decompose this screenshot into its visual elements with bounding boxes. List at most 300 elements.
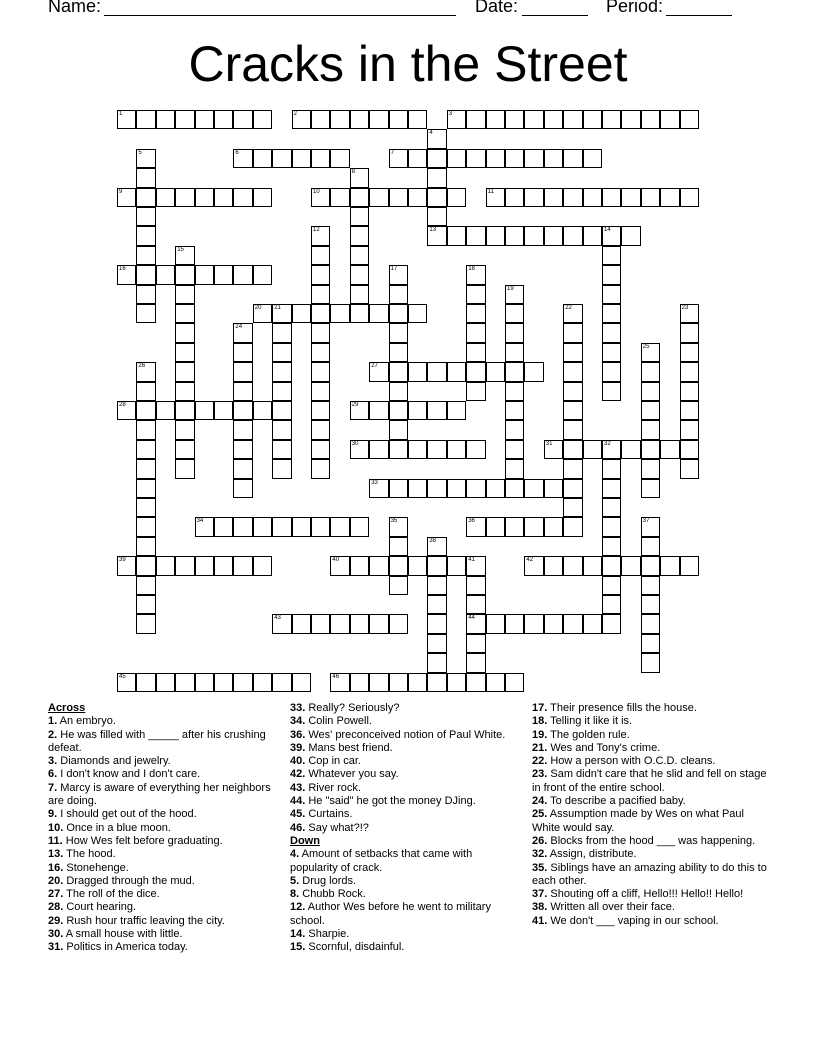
grid-cell[interactable] — [602, 323, 621, 342]
grid-cell[interactable] — [330, 673, 349, 692]
grid-cell[interactable] — [311, 362, 330, 381]
grid-cell[interactable] — [680, 188, 699, 207]
grid-cell[interactable] — [486, 479, 505, 498]
grid-cell[interactable] — [117, 556, 136, 575]
grid-cell[interactable] — [641, 110, 660, 129]
grid-cell[interactable] — [602, 343, 621, 362]
grid-cell[interactable] — [641, 556, 660, 575]
grid-cell[interactable] — [621, 440, 640, 459]
grid-cell[interactable] — [350, 517, 369, 536]
grid-cell[interactable] — [272, 420, 291, 439]
grid-cell[interactable] — [466, 634, 485, 653]
grid-cell[interactable] — [602, 576, 621, 595]
grid-cell[interactable] — [350, 265, 369, 284]
grid-cell[interactable] — [350, 285, 369, 304]
grid-cell[interactable] — [136, 673, 155, 692]
grid-cell[interactable] — [466, 285, 485, 304]
grid-cell[interactable] — [466, 595, 485, 614]
grid-cell[interactable] — [175, 440, 194, 459]
grid-cell[interactable] — [311, 285, 330, 304]
grid-cell[interactable] — [330, 188, 349, 207]
grid-cell[interactable] — [641, 653, 660, 672]
grid-cell[interactable] — [136, 382, 155, 401]
grid-cell[interactable] — [330, 556, 349, 575]
grid-cell[interactable] — [427, 168, 446, 187]
grid-cell[interactable] — [563, 304, 582, 323]
grid-cell[interactable] — [175, 401, 194, 420]
grid-cell[interactable] — [214, 265, 233, 284]
grid-cell[interactable] — [272, 304, 291, 323]
grid-cell[interactable] — [505, 323, 524, 342]
grid-cell[interactable] — [447, 226, 466, 245]
grid-cell[interactable] — [602, 614, 621, 633]
grid-cell[interactable] — [408, 304, 427, 323]
grid-cell[interactable] — [621, 188, 640, 207]
grid-cell[interactable] — [602, 479, 621, 498]
grid-cell[interactable] — [466, 362, 485, 381]
grid-cell[interactable] — [486, 226, 505, 245]
grid-cell[interactable] — [466, 265, 485, 284]
grid-cell[interactable] — [233, 459, 252, 478]
grid-cell[interactable] — [544, 149, 563, 168]
grid-cell[interactable] — [447, 362, 466, 381]
grid-cell[interactable] — [292, 110, 311, 129]
grid-cell[interactable] — [408, 149, 427, 168]
grid-cell[interactable] — [214, 110, 233, 129]
grid-cell[interactable] — [602, 226, 621, 245]
grid-cell[interactable] — [602, 110, 621, 129]
grid-cell[interactable] — [136, 401, 155, 420]
grid-cell[interactable] — [466, 440, 485, 459]
grid-cell[interactable] — [505, 285, 524, 304]
grid-cell[interactable] — [214, 517, 233, 536]
grid-cell[interactable] — [680, 110, 699, 129]
grid-cell[interactable] — [195, 110, 214, 129]
grid-cell[interactable] — [641, 576, 660, 595]
grid-cell[interactable] — [427, 440, 446, 459]
grid-cell[interactable] — [641, 343, 660, 362]
grid-cell[interactable] — [292, 149, 311, 168]
grid-cell[interactable] — [311, 188, 330, 207]
grid-cell[interactable] — [524, 479, 543, 498]
grid-cell[interactable] — [563, 498, 582, 517]
grid-cell[interactable] — [641, 440, 660, 459]
grid-cell[interactable] — [466, 673, 485, 692]
grid-cell[interactable] — [466, 556, 485, 575]
grid-cell[interactable] — [253, 149, 272, 168]
grid-cell[interactable] — [408, 479, 427, 498]
grid-cell[interactable] — [389, 149, 408, 168]
grid-cell[interactable] — [602, 362, 621, 381]
grid-cell[interactable] — [272, 149, 291, 168]
grid-cell[interactable] — [292, 673, 311, 692]
grid-cell[interactable] — [602, 517, 621, 536]
grid-cell[interactable] — [117, 265, 136, 284]
grid-cell[interactable] — [136, 459, 155, 478]
grid-cell[interactable] — [602, 304, 621, 323]
grid-cell[interactable] — [602, 188, 621, 207]
grid-cell[interactable] — [253, 304, 272, 323]
grid-cell[interactable] — [583, 149, 602, 168]
grid-cell[interactable] — [233, 517, 252, 536]
grid-cell[interactable] — [214, 556, 233, 575]
grid-cell[interactable] — [427, 634, 446, 653]
grid-cell[interactable] — [563, 614, 582, 633]
grid-cell[interactable] — [486, 110, 505, 129]
grid-cell[interactable] — [175, 362, 194, 381]
grid-cell[interactable] — [544, 614, 563, 633]
grid-cell[interactable] — [253, 556, 272, 575]
grid-cell[interactable] — [175, 343, 194, 362]
grid-cell[interactable] — [563, 110, 582, 129]
grid-cell[interactable] — [427, 207, 446, 226]
grid-cell[interactable] — [311, 459, 330, 478]
grid-cell[interactable] — [233, 382, 252, 401]
grid-cell[interactable] — [505, 440, 524, 459]
grid-cell[interactable] — [136, 614, 155, 633]
grid-cell[interactable] — [641, 537, 660, 556]
grid-cell[interactable] — [505, 226, 524, 245]
grid-cell[interactable] — [427, 226, 446, 245]
grid-cell[interactable] — [602, 265, 621, 284]
grid-cell[interactable] — [311, 226, 330, 245]
grid-cell[interactable] — [641, 459, 660, 478]
grid-cell[interactable] — [602, 285, 621, 304]
grid-cell[interactable] — [233, 323, 252, 342]
grid-cell[interactable] — [447, 188, 466, 207]
grid-cell[interactable] — [350, 614, 369, 633]
grid-cell[interactable] — [311, 149, 330, 168]
grid-cell[interactable] — [486, 614, 505, 633]
grid-cell[interactable] — [602, 595, 621, 614]
grid-cell[interactable] — [175, 110, 194, 129]
grid-cell[interactable] — [311, 265, 330, 284]
grid-cell[interactable] — [136, 304, 155, 323]
grid-cell[interactable] — [680, 304, 699, 323]
grid-cell[interactable] — [156, 401, 175, 420]
grid-cell[interactable] — [621, 226, 640, 245]
grid-cell[interactable] — [272, 323, 291, 342]
grid-cell[interactable] — [583, 440, 602, 459]
grid-cell[interactable] — [466, 517, 485, 536]
grid-cell[interactable] — [311, 420, 330, 439]
grid-cell[interactable] — [272, 401, 291, 420]
grid-cell[interactable] — [389, 479, 408, 498]
grid-cell[interactable] — [544, 556, 563, 575]
grid-cell[interactable] — [389, 110, 408, 129]
grid-cell[interactable] — [505, 614, 524, 633]
grid-cell[interactable] — [544, 110, 563, 129]
grid-cell[interactable] — [214, 188, 233, 207]
grid-cell[interactable] — [117, 188, 136, 207]
grid-cell[interactable] — [136, 556, 155, 575]
grid-cell[interactable] — [641, 382, 660, 401]
grid-cell[interactable] — [233, 362, 252, 381]
grid-cell[interactable] — [524, 614, 543, 633]
grid-cell[interactable] — [389, 265, 408, 284]
grid-cell[interactable] — [175, 265, 194, 284]
grid-cell[interactable] — [233, 479, 252, 498]
grid-cell[interactable] — [369, 401, 388, 420]
grid-cell[interactable] — [505, 479, 524, 498]
grid-cell[interactable] — [447, 110, 466, 129]
grid-cell[interactable] — [680, 323, 699, 342]
grid-cell[interactable] — [195, 556, 214, 575]
grid-cell[interactable] — [447, 440, 466, 459]
grid-cell[interactable] — [505, 362, 524, 381]
grid-cell[interactable] — [427, 556, 446, 575]
grid-cell[interactable] — [427, 576, 446, 595]
grid-cell[interactable] — [389, 576, 408, 595]
grid-cell[interactable] — [621, 556, 640, 575]
grid-cell[interactable] — [427, 673, 446, 692]
grid-cell[interactable] — [156, 265, 175, 284]
grid-cell[interactable] — [272, 382, 291, 401]
grid-cell[interactable] — [253, 401, 272, 420]
grid-cell[interactable] — [175, 188, 194, 207]
grid-cell[interactable] — [272, 459, 291, 478]
grid-cell[interactable] — [195, 517, 214, 536]
grid-cell[interactable] — [524, 149, 543, 168]
grid-cell[interactable] — [389, 343, 408, 362]
grid-cell[interactable] — [563, 459, 582, 478]
grid-cell[interactable] — [175, 459, 194, 478]
grid-cell[interactable] — [641, 595, 660, 614]
grid-cell[interactable] — [621, 110, 640, 129]
grid-cell[interactable] — [311, 246, 330, 265]
grid-cell[interactable] — [680, 343, 699, 362]
grid-cell[interactable] — [427, 188, 446, 207]
grid-cell[interactable] — [311, 401, 330, 420]
grid-cell[interactable] — [563, 188, 582, 207]
grid-cell[interactable] — [136, 576, 155, 595]
grid-cell[interactable] — [466, 653, 485, 672]
grid-cell[interactable] — [641, 634, 660, 653]
grid-cell[interactable] — [660, 556, 679, 575]
grid-cell[interactable] — [641, 420, 660, 439]
grid-cell[interactable] — [641, 614, 660, 633]
grid-cell[interactable] — [136, 168, 155, 187]
grid-cell[interactable] — [253, 673, 272, 692]
grid-cell[interactable] — [524, 226, 543, 245]
grid-cell[interactable] — [311, 304, 330, 323]
grid-cell[interactable] — [330, 149, 349, 168]
grid-cell[interactable] — [389, 517, 408, 536]
grid-cell[interactable] — [233, 556, 252, 575]
grid-cell[interactable] — [408, 110, 427, 129]
grid-cell[interactable] — [272, 673, 291, 692]
grid-cell[interactable] — [233, 110, 252, 129]
grid-cell[interactable] — [505, 110, 524, 129]
grid-cell[interactable] — [233, 420, 252, 439]
grid-cell[interactable] — [583, 226, 602, 245]
grid-cell[interactable] — [505, 188, 524, 207]
grid-cell[interactable] — [136, 440, 155, 459]
grid-cell[interactable] — [195, 401, 214, 420]
grid-cell[interactable] — [602, 537, 621, 556]
grid-cell[interactable] — [272, 614, 291, 633]
grid-cell[interactable] — [156, 556, 175, 575]
grid-cell[interactable] — [466, 614, 485, 633]
grid-cell[interactable] — [505, 673, 524, 692]
grid-cell[interactable] — [563, 323, 582, 342]
grid-cell[interactable] — [466, 382, 485, 401]
grid-cell[interactable] — [350, 168, 369, 187]
grid-cell[interactable] — [253, 110, 272, 129]
grid-cell[interactable] — [117, 401, 136, 420]
grid-cell[interactable] — [486, 517, 505, 536]
grid-cell[interactable] — [680, 362, 699, 381]
grid-cell[interactable] — [350, 673, 369, 692]
grid-cell[interactable] — [602, 440, 621, 459]
grid-cell[interactable] — [524, 362, 543, 381]
grid-cell[interactable] — [524, 556, 543, 575]
grid-cell[interactable] — [680, 420, 699, 439]
grid-cell[interactable] — [427, 614, 446, 633]
grid-cell[interactable] — [136, 207, 155, 226]
grid-cell[interactable] — [447, 673, 466, 692]
grid-cell[interactable] — [583, 614, 602, 633]
grid-cell[interactable] — [330, 110, 349, 129]
grid-cell[interactable] — [466, 343, 485, 362]
grid-cell[interactable] — [660, 440, 679, 459]
grid-cell[interactable] — [214, 673, 233, 692]
grid-cell[interactable] — [583, 188, 602, 207]
grid-cell[interactable] — [330, 517, 349, 536]
grid-cell[interactable] — [427, 149, 446, 168]
grid-cell[interactable] — [505, 420, 524, 439]
grid-cell[interactable] — [330, 304, 349, 323]
grid-cell[interactable] — [175, 246, 194, 265]
grid-cell[interactable] — [563, 556, 582, 575]
grid-cell[interactable] — [408, 673, 427, 692]
grid-cell[interactable] — [350, 304, 369, 323]
grid-cell[interactable] — [408, 188, 427, 207]
grid-cell[interactable] — [505, 382, 524, 401]
grid-cell[interactable] — [136, 498, 155, 517]
grid-cell[interactable] — [195, 265, 214, 284]
grid-cell[interactable] — [175, 382, 194, 401]
grid-cell[interactable] — [505, 149, 524, 168]
grid-cell[interactable] — [136, 149, 155, 168]
grid-cell[interactable] — [117, 673, 136, 692]
grid-cell[interactable] — [680, 440, 699, 459]
grid-cell[interactable] — [389, 614, 408, 633]
grid-cell[interactable] — [311, 323, 330, 342]
grid-cell[interactable] — [563, 479, 582, 498]
grid-cell[interactable] — [330, 614, 349, 633]
grid-cell[interactable] — [486, 362, 505, 381]
grid-cell[interactable] — [136, 420, 155, 439]
grid-cell[interactable] — [136, 517, 155, 536]
grid-cell[interactable] — [272, 343, 291, 362]
grid-cell[interactable] — [350, 401, 369, 420]
grid-cell[interactable] — [389, 285, 408, 304]
grid-cell[interactable] — [389, 401, 408, 420]
grid-cell[interactable] — [311, 517, 330, 536]
grid-cell[interactable] — [447, 479, 466, 498]
grid-cell[interactable] — [136, 285, 155, 304]
grid-cell[interactable] — [602, 382, 621, 401]
grid-cell[interactable] — [233, 673, 252, 692]
grid-cell[interactable] — [427, 537, 446, 556]
grid-cell[interactable] — [350, 110, 369, 129]
grid-cell[interactable] — [660, 110, 679, 129]
grid-cell[interactable] — [408, 440, 427, 459]
grid-cell[interactable] — [447, 401, 466, 420]
grid-cell[interactable] — [253, 517, 272, 536]
grid-cell[interactable] — [447, 556, 466, 575]
grid-cell[interactable] — [408, 401, 427, 420]
grid-cell[interactable] — [641, 517, 660, 536]
grid-cell[interactable] — [505, 517, 524, 536]
grid-cell[interactable] — [524, 188, 543, 207]
grid-cell[interactable] — [195, 673, 214, 692]
grid-cell[interactable] — [175, 556, 194, 575]
grid-cell[interactable] — [563, 149, 582, 168]
grid-cell[interactable] — [136, 110, 155, 129]
grid-cell[interactable] — [136, 537, 155, 556]
grid-cell[interactable] — [641, 479, 660, 498]
grid-cell[interactable] — [680, 556, 699, 575]
grid-cell[interactable] — [389, 323, 408, 342]
grid-cell[interactable] — [253, 265, 272, 284]
grid-cell[interactable] — [563, 382, 582, 401]
grid-cell[interactable] — [486, 673, 505, 692]
grid-cell[interactable] — [544, 517, 563, 536]
grid-cell[interactable] — [466, 479, 485, 498]
grid-cell[interactable] — [369, 673, 388, 692]
grid-cell[interactable] — [466, 323, 485, 342]
grid-cell[interactable] — [136, 246, 155, 265]
grid-cell[interactable] — [136, 188, 155, 207]
grid-cell[interactable] — [233, 343, 252, 362]
grid-cell[interactable] — [175, 304, 194, 323]
grid-cell[interactable] — [408, 362, 427, 381]
grid-cell[interactable] — [369, 479, 388, 498]
grid-cell[interactable] — [427, 362, 446, 381]
grid-cell[interactable] — [350, 207, 369, 226]
grid-cell[interactable] — [389, 382, 408, 401]
grid-cell[interactable] — [466, 149, 485, 168]
grid-cell[interactable] — [389, 440, 408, 459]
grid-cell[interactable] — [505, 343, 524, 362]
grid-cell[interactable] — [544, 226, 563, 245]
grid-cell[interactable] — [136, 265, 155, 284]
grid-cell[interactable] — [272, 517, 291, 536]
grid-cell[interactable] — [466, 226, 485, 245]
grid-cell[interactable] — [311, 343, 330, 362]
grid-cell[interactable] — [156, 110, 175, 129]
grid-cell[interactable] — [427, 479, 446, 498]
grid-cell[interactable] — [602, 459, 621, 478]
grid-cell[interactable] — [136, 226, 155, 245]
grid-cell[interactable] — [505, 304, 524, 323]
grid-cell[interactable] — [505, 401, 524, 420]
grid-cell[interactable] — [369, 304, 388, 323]
grid-cell[interactable] — [447, 149, 466, 168]
grid-cell[interactable] — [563, 226, 582, 245]
grid-cell[interactable] — [641, 188, 660, 207]
grid-cell[interactable] — [350, 440, 369, 459]
grid-cell[interactable] — [311, 440, 330, 459]
grid-cell[interactable] — [292, 304, 311, 323]
grid-cell[interactable] — [389, 556, 408, 575]
grid-cell[interactable] — [311, 382, 330, 401]
grid-cell[interactable] — [680, 382, 699, 401]
grid-cell[interactable] — [563, 362, 582, 381]
grid-cell[interactable] — [466, 576, 485, 595]
